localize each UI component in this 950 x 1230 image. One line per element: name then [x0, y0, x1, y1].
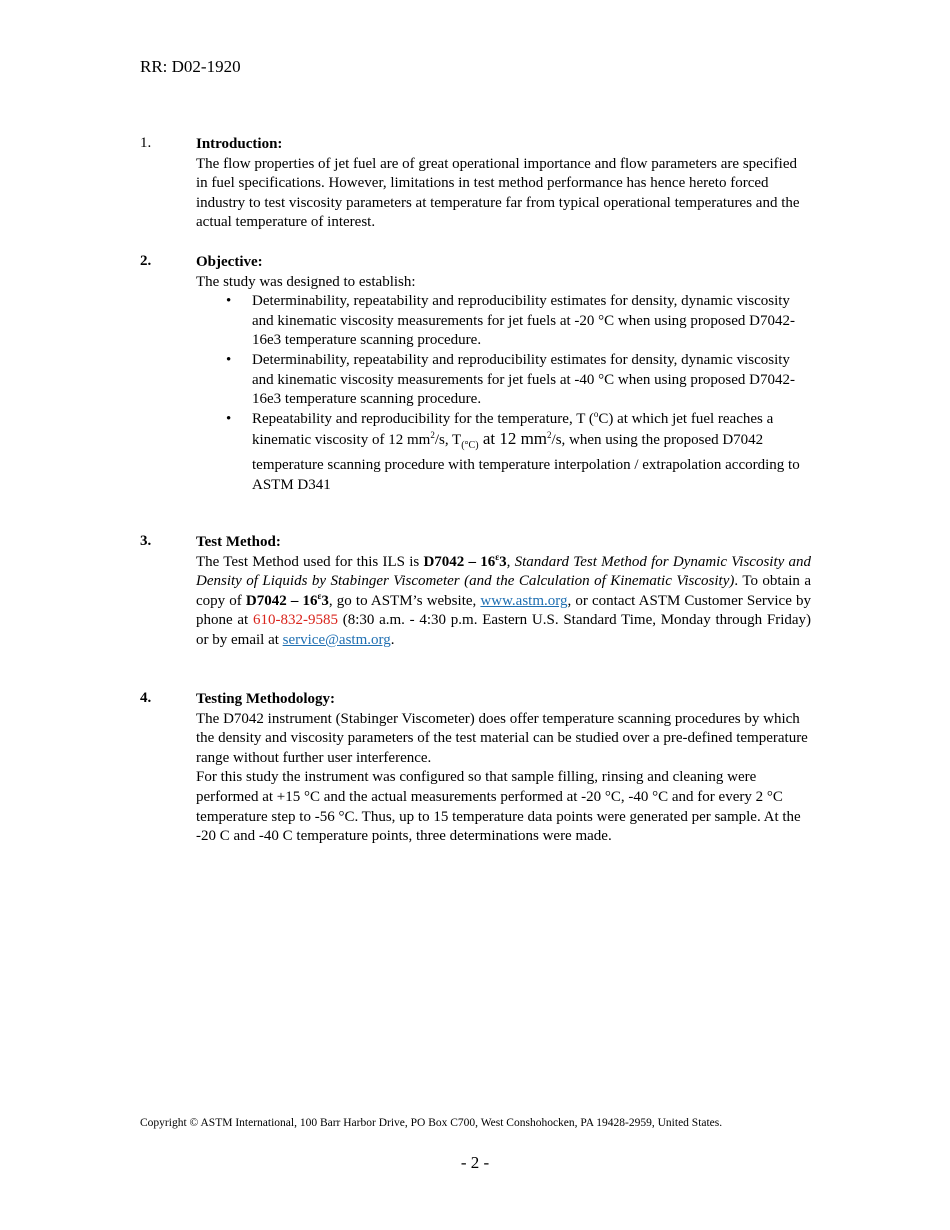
section-number: 1. [140, 135, 152, 151]
list-item: • Determinability, repeatability and reproducibility estimates for density, dynamic viscosity and kinematic viscosity measurements for jet fuels at -40 °C when using proposed D7042-16e3 temperature scanning procedure. [196, 351, 811, 410]
list-item: • Repeatability and reproducibility for the temperature, T ($^o$C) at which jet fuel reaches a kinematic viscosity of 12 $mm^2/s$, $T_{(^\circ C)}$ at 12 $mm^2/s$, when using the proposed D7042 temperature scanning procedure with temperature interpolation / extrapolation according to ASTM D341 [196, 410, 811, 495]
copyright-notice: Copyright © ASTM International, 100 Barr Harbor Drive, PO Box C700, West Conshohocken, PA 19428-2959, United States. [140, 1117, 723, 1129]
document-reference: RR: D02-1920 [140, 57, 241, 76]
section-testing-methodology [140, 690, 820, 847]
section-introduction [140, 135, 820, 233]
section-number: 2. [140, 253, 152, 269]
section-text: The flow properties of jet fuel are of great operational importance and flow parameters are specified in fuel specifications. However, limitations in test method performance has hence hereto forced industry to test viscosity parameters at temperature far from typical operational temperatures and the actual temperature of interest. [196, 155, 800, 231]
section-number: 4. [140, 690, 152, 706]
objective-list [196, 292, 811, 495]
astm-website-link[interactable]: www.astm.org [480, 592, 568, 609]
section-paragraph: The D7042 instrument (Stabinger Viscometer) does offer temperature scanning procedures by which the density and viscosity parameters of the test material can be studied over a pre-defined temperature range without further user interference. [196, 710, 808, 766]
section-test-method [140, 533, 820, 651]
section-text: The Test Method used for this ILS is $D7042 - 16^\varepsilon 3$, Standard Test Method for Dynamic Viscosity and Density of Liquids by Stabinger Viscometer (and the Calculation of Kinematic Viscosity). To obtain a copy of $D7042 - 16^\varepsilon 3$, go to ASTM’s website, www.astm.org, or contact ASTM Customer Service by phone at 610-832-9585 (8:30 a.m. - 4:30 p.m. Eastern U.S. Standard Time, Monday through Friday) or by email at service@astm.org. [196, 551, 812, 648]
section-title: Test Method: [196, 534, 281, 550]
section-intro: The study was designed to establish: [196, 273, 416, 290]
service-email-link[interactable]: service@astm.org [282, 631, 391, 648]
section-title: Objective: [196, 254, 263, 270]
section-title: Introduction: [196, 136, 283, 152]
list-item: • Determinability, repeatability and reproducibility estimates for density, dynamic viscosity and kinematic viscosity measurements for jet fuels at -20 °C when using proposed D7042-16e3 temperature scanning procedure. [196, 292, 811, 351]
section-paragraph: For this study the instrument was configured so that sample filling, rinsing and cleaning were performed at +15 °C and the actual measurements performed at -20 °C, -40 °C and for every 2 °C temperature step to -56 °C. Thus, up to 15 temperature data points were generated per sample. At the -20 C and -40 C temperature points, three determinations were made. [196, 769, 801, 845]
page-number: - 2 - [460, 1153, 490, 1172]
phone-number: 610-832-9585 [252, 612, 338, 629]
section-objective [140, 253, 820, 495]
section-title: Testing Methodology: [196, 691, 336, 707]
section-number: 3. [140, 533, 152, 549]
